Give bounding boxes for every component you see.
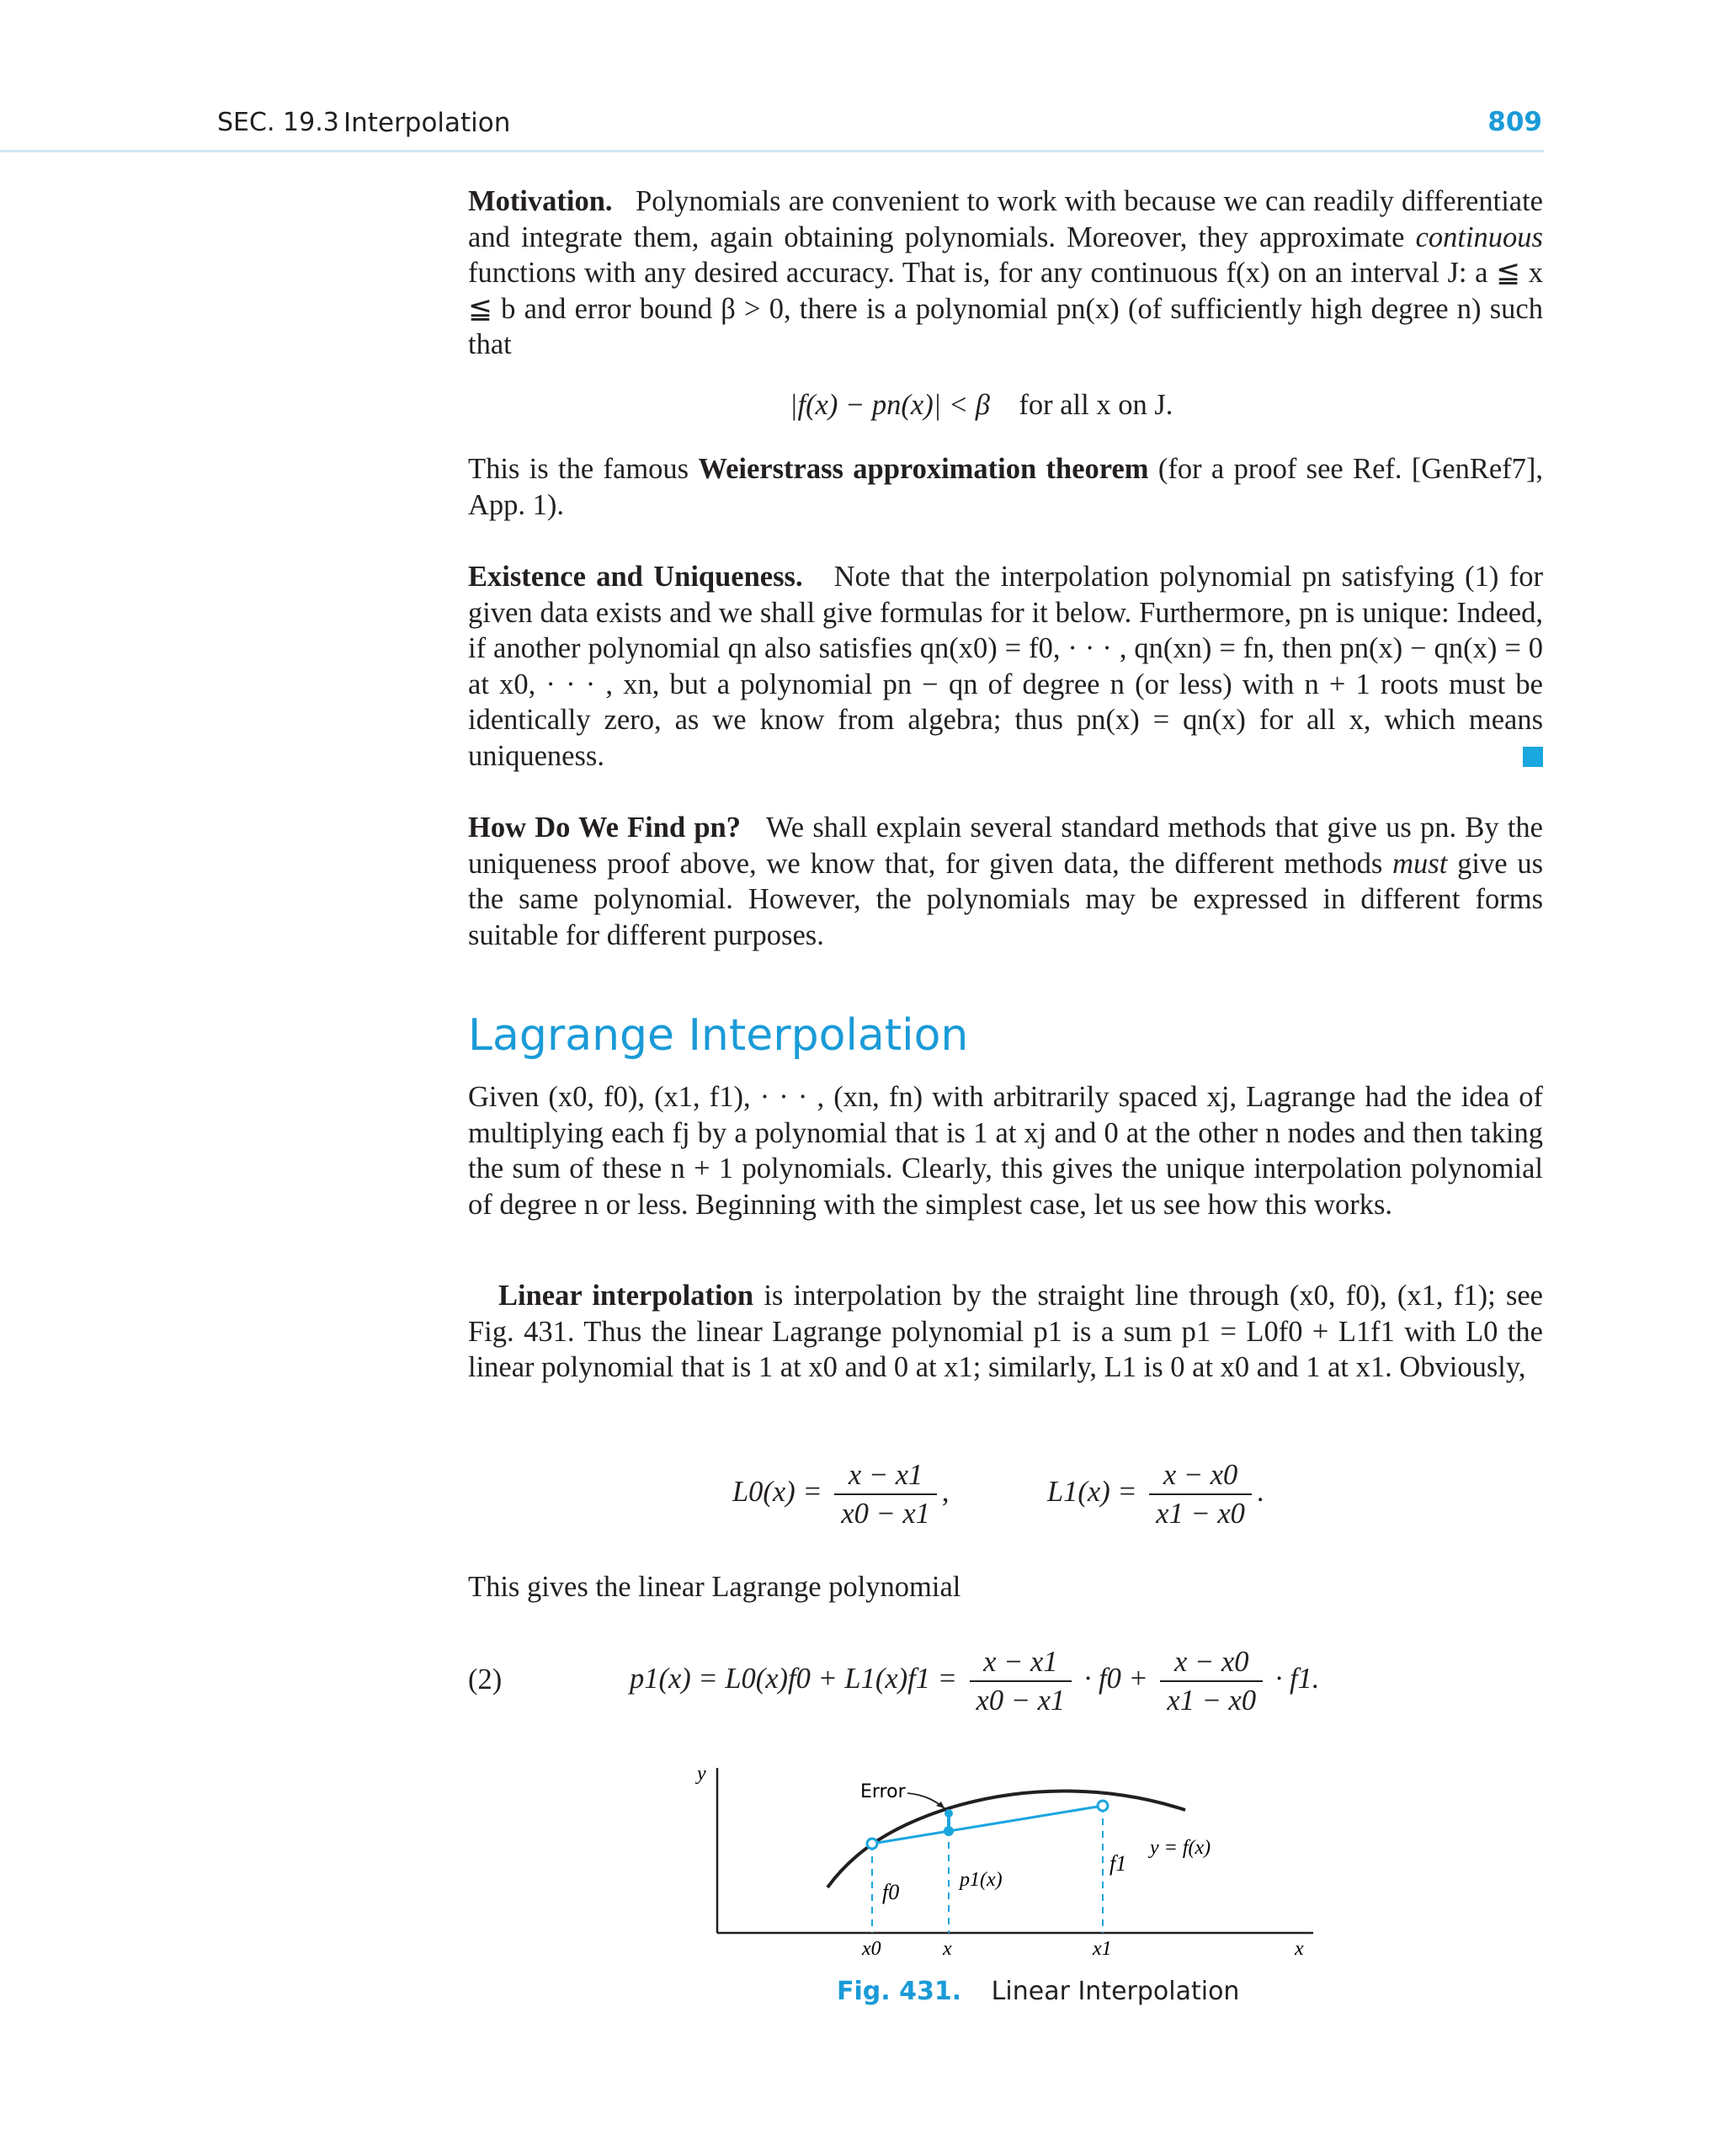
existence-paragraph	[468, 559, 1543, 774]
figure-caption	[837, 1977, 1239, 2006]
L1-fraction	[1149, 1456, 1252, 1532]
running-head	[0, 99, 1544, 152]
linear-interpolation-figure	[673, 1759, 1330, 1970]
how-find-paragraph	[468, 810, 1543, 953]
x-tick-label: x	[943, 1938, 952, 1960]
f0-label: f0	[882, 1880, 900, 1904]
section-number: SEC. 19.3	[217, 108, 339, 137]
gives-paragraph	[468, 1569, 1543, 1605]
equation-number-2: (2)	[468, 1664, 503, 1696]
node-point-x1	[1098, 1801, 1108, 1811]
how-find-heading: How Do We Find pn?	[468, 812, 741, 844]
function-curve	[827, 1791, 1185, 1887]
inequality-tail: for all x on J.	[1019, 389, 1173, 421]
eq2-denominator-a: x0 − x1	[976, 1685, 1066, 1717]
existence-heading: Existence and Uniqueness.	[468, 561, 803, 593]
eq2-tail: · f1.	[1274, 1662, 1320, 1695]
how-find-text-1: We shall explain several standard methods that give us pn. By the uniqueness proof above, we know that, for given data, the different methods	[468, 812, 1543, 880]
motivation-heading: Motivation.	[468, 185, 613, 217]
inequality-formula: |f(x) − pn(x)| < β	[790, 389, 990, 421]
how-find-text-2: give us the same polynomial. However, the polynomials may be expressed in different forms suitable for different purposes.	[468, 847, 1544, 951]
section-title: Interpolation	[343, 108, 511, 138]
lagrange-para-1: Given (x0, f0), (x1, f1), · · · , (xn, fn) with arbitrarily spaced xj, Lagrange had the idea of multiplying each fj by a polynomial that is 1 at xj and 0 at the other n nodes and then taking the sum of these n + 1 polynomials. Clearly, this gives the unique interpolation polynomial of degree n or less. Beginning with the simplest case, let us see how this works.	[468, 1081, 1543, 1221]
error-label: Error	[860, 1781, 906, 1802]
x-axis-label: x	[1295, 1938, 1304, 1960]
how-find-italic: must	[1392, 847, 1448, 880]
node-point-x0	[867, 1839, 877, 1849]
linear-interpolation-term: Linear interpolation	[498, 1280, 754, 1312]
existence-text: Note that the interpolation polynomial pn satisfying (1) for given data exists and we shall give formulas for it below. Furthermore, pn is unique: Indeed, if another polynomial qn also satisfies qn(x0) = f0, · · · , qn(xn) = fn, then pn(x) − qn(x) = 0 at x0, · · · , xn, but a polynomial pn − qn of degree n (or less) with n + 1 roots must be identically zero, as we know from algebra; thus pn(x) = qn(x) for all x, which means uniqueness.	[468, 561, 1543, 772]
L0-lhs: L0(x) =	[732, 1475, 822, 1508]
eq2-fraction-a	[970, 1643, 1072, 1719]
curve-label: y = f(x)	[1150, 1837, 1211, 1859]
eq2-lhs: p1(x) = L0(x)f0 + L1(x)f1 =	[630, 1662, 957, 1695]
y-axis-label: y	[697, 1763, 706, 1785]
lagrange-intro-paragraph	[468, 1079, 1543, 1222]
eq2-denominator-b: x1 − x0	[1167, 1685, 1257, 1717]
weierstrass-paragraph	[468, 451, 1543, 523]
weierstrass-bold: Weierstrass approximation theorem	[698, 453, 1149, 485]
f1-label: f1	[1109, 1851, 1127, 1876]
caption-text: Linear Interpolation	[991, 1977, 1240, 2006]
eq2-numerator-b: x − x0	[1160, 1643, 1263, 1682]
linear-lagrange-equation	[630, 1643, 1319, 1719]
page-number: 809	[1487, 107, 1542, 137]
caption-label: Fig. 431.	[837, 1977, 962, 2006]
L1-denominator: x1 − x0	[1156, 1498, 1245, 1530]
motivation-text-1: Polynomials are convenient to work with because we can readily differentiate and integrate them, again obtaining polynomials. Moreover, they approximate	[468, 185, 1543, 253]
eq2-numerator-a: x − x1	[970, 1643, 1072, 1682]
motivation-text-2: functions with any desired accuracy. That is, for any continuous f(x) on an interval J: a ≦ x ≦ b and error bound β > 0, there is a polynomial pn(x) (of sufficiently high degree n) such that	[468, 257, 1543, 360]
L0-numerator: x − x1	[834, 1456, 937, 1495]
linear-interpolation-text: is interpolation by the straight line through (x0, f0), (x1, f1); see Fig. 431. Thus the linear Lagrange polynomial p1 is a sum p1 = L0f0 + L1f1 with L0 the linear polynomial that is 1 at x0 and 0 at x1; similarly, L1 is 0 at x0 and 1 at x1. Obviously,	[468, 1280, 1543, 1383]
curve-point-x	[944, 1809, 953, 1818]
motivation-paragraph	[468, 184, 1543, 363]
weierstrass-text-2: (for a proof see Ref. [GenRef7], App. 1).	[468, 453, 1543, 521]
gives-text: This gives the linear Lagrange polynomial	[468, 1571, 961, 1603]
x0-tick-label: x0	[862, 1938, 881, 1960]
approximation-inequality	[790, 389, 1173, 422]
x1-tick-label: x1	[1093, 1938, 1112, 1960]
weierstrass-text-1: This is the famous	[468, 453, 689, 485]
eq2-mid: · f0 +	[1083, 1662, 1148, 1695]
lagrange-section-heading: Lagrange Interpolation	[468, 1010, 969, 1061]
L1-equation: L1(x) = $\frac{x - x0}{x1 - x0}$ .	[1047, 1456, 1264, 1532]
eq2-fraction-b	[1160, 1643, 1263, 1719]
L0-fraction	[834, 1456, 937, 1532]
L0-denominator: x0 − x1	[841, 1498, 930, 1530]
L1-numerator: x − x0	[1149, 1456, 1252, 1495]
end-of-proof-square	[1523, 747, 1543, 767]
linear-interpolation-paragraph	[468, 1278, 1543, 1386]
L1-lhs: L1(x) =	[1047, 1475, 1137, 1508]
p1-label: p1(x)	[960, 1869, 1003, 1891]
L0-equation: L0(x) = $\frac{x - x1}{x0 - x1}$ ,	[732, 1456, 950, 1532]
line-point-x	[944, 1826, 954, 1836]
motivation-italic: continuous	[1415, 221, 1543, 253]
